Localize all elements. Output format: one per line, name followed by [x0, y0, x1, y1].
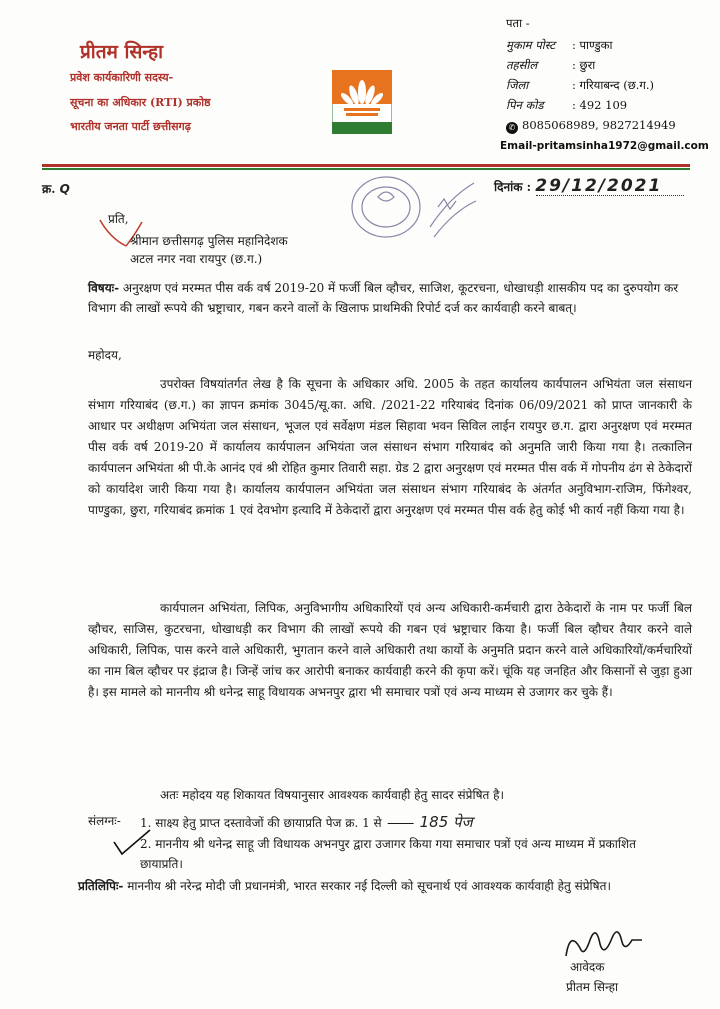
body-paragraph-1: उपरोक्त विषयांतर्गत लेख है कि सूचना के अधिकार अधि. 2005 के तहत कार्यालय कार्यपालन अभियंता जल संसाधन संभाग गरियाबंद (छ.ग.) का ज्ञापन क्रमांक 3045/सू.का. अधि. /2021-22 गरियाबंद दिनांक 06/09/2021 को प्राप्त जानकारी के आधार पर अधीक्षण अभियंता जल संसाधन, भूजल एवं सर्वेक्षण मंडल सिहावा भवन सिविल लाईन रायपुर छ.ग. द्वारा अनुरक्षण एवं मरम्मत पीस वर्क वर्ष 2019-20 में कार्यालय कार्यपालन अभियंता जल संसाधन संभाग गरियाबंद को अनुमति जारी किया गया है। तत्कालिन कार्यपालन अभियंता श्री पी.के आनंद एवं श्री रोहित कुमार तिवारी सहा. ग्रेड 2 द्वारा अनुरक्षण एवं मरम्मत पीस वर्क में गोपनीय ढंग से ठेकेदारों को कार्यादेश जारी किया गया है। कार्यालय कार्यपालन अभियंता जल संसाधन संभाग गरियाबंद के अंतर्गत अनुविभाग-राजिम, फिंगेश्वर, पाण्डुका, छुरा, गरियाबंद क्रमांक 1 एवं देवभोग इत्यादि में ठेकेदारों द्वारा अनुरक्षण एवं मरम्मत पीस वर्क हेतु कोई भी कार्य नहीं किया गया है। [88, 377, 692, 517]
letterhead-party: भारतीय जनता पार्टी छत्तीसगढ़ [70, 120, 191, 133]
closing-line: अतः महोदय यह शिकायत विषयानुसार आवश्यक कार्यवाही हेतु सादर संप्रेषित है। [160, 788, 505, 802]
address-post: मुकाम पोस्ट : पाण्डुका [506, 38, 613, 52]
letter-date: दिनांक : 29/12/2021 [494, 176, 662, 196]
enclosure-item-2: 2. माननीय श्री धनेन्द्र साहू जी विधायक अभनपुर द्वारा उजागर किया गया समाचार पत्रों एवं अन्य माध्यम में प्रकाशित छायाप्रति। [140, 837, 636, 871]
lotus-logo [332, 70, 392, 134]
signatory-name: प्रीतम सिन्हा [566, 980, 619, 994]
subject-label: विषयः- [88, 281, 120, 295]
recipient-address: अटल नगर नवा रायपुर (छ.ग.) [130, 252, 263, 266]
copy-to-label: प्रतिलिपिः- [78, 879, 124, 893]
copy-to-block [78, 876, 638, 896]
whatsapp-icon: ✆ [506, 122, 518, 134]
address-pincode: पिन कोड : 492 109 [506, 98, 628, 112]
salutation: महोदय, [88, 348, 122, 362]
enclosure-label: संलग्नः- [88, 814, 121, 828]
address-label: पता - [506, 16, 530, 30]
recipient-prefix: प्रति, [108, 212, 129, 226]
body-paragraph-2: कार्यपालन अभियंता, लिपिक, अनुविभागीय अधिकारियों एवं अन्य अधिकारी-कर्मचारी द्वारा ठेकेदारों के नाम पर फर्जी बिल व्हौचर, साजिस, कुटरचना, धोखाधड़ी कर विभाग की लाखों रूपये की गबन एवं भ्रष्ट्राचार किया है। फर्जी बिल व्हौचर तैयार करने वाले अधिकारी, लिपिक, पास करने वाले अधिकारी, भुगतान करने वाले अधिकारी तथा कार्यो के अनुमति प्रदान करने वाले अधिकारियों/कर्मचारियों का नाम बिल व्हौचर पर इंद्राज है। जिन्हें जांच कर आरोपी बनाकर कार्यवाही करने की कृपा करें। चूंकि यह जनहित और किसानों से जुड़ा हुआ है। इस मामले को माननीय श्री धनेन्द्र साहू विधायक अभनपुर द्वारा भी समाचार पत्रों एवं अन्य माध्यम से उजागर कर चुके हैं। [88, 601, 692, 699]
reference-number: क्र. Q [42, 182, 70, 196]
letterhead-name: प्रीतम सिन्हा [80, 41, 163, 63]
recipient-title: श्रीमान छत्तीसगढ़ पुलिस महानिदेशक [130, 234, 288, 248]
applicant-label: आवेदक [570, 960, 605, 974]
address-tehsil: तहसील : छुरा [506, 58, 596, 72]
phone-line: ✆ 8085068989, 9827214949 [506, 118, 676, 134]
copy-to-text: माननीय श्री नरेन्द्र मोदी जी प्रधानमंत्री, भारत सरकार नई दिल्ली को सूचनार्थ एवं आवश्यक कार्यवाही हेतु संप्रेषित। [127, 879, 611, 893]
received-seal-stamp [338, 167, 488, 267]
email-line: Email-pritamsinha1972@gmail.com [500, 140, 709, 152]
subject-text: अनुरक्षण एवं मरम्मत पीस वर्क वर्ष 2019-20 में फर्जी बिल व्हौचर, साजिश, कूटरचना, धोखाधड़ी शासकीय पद का दुरुपयोग कर विभाग की लाखों रूपये की भ्रष्ट्राचार, गबन करने वालों के खिलाफ प्राथमिकी रिपोर्ट दर्ज कर कार्यवाही करने बाबत्। [88, 281, 679, 315]
subject-block [88, 278, 692, 318]
letterhead-cell: सूचना का अधिकार (RTI) प्रकोष्ठ [70, 96, 211, 109]
address-district: जिला : गरियाबन्द (छ.ग.) [506, 78, 655, 92]
letterhead-designation: प्रवेश कार्यकारिणी सदस्य- [70, 71, 174, 84]
enclosure-item-1: 1. साक्ष्य हेतु प्राप्त दस्तावेजों की छायाप्रति पेज क्र. 1 से ------ 185 पेज [140, 813, 473, 831]
